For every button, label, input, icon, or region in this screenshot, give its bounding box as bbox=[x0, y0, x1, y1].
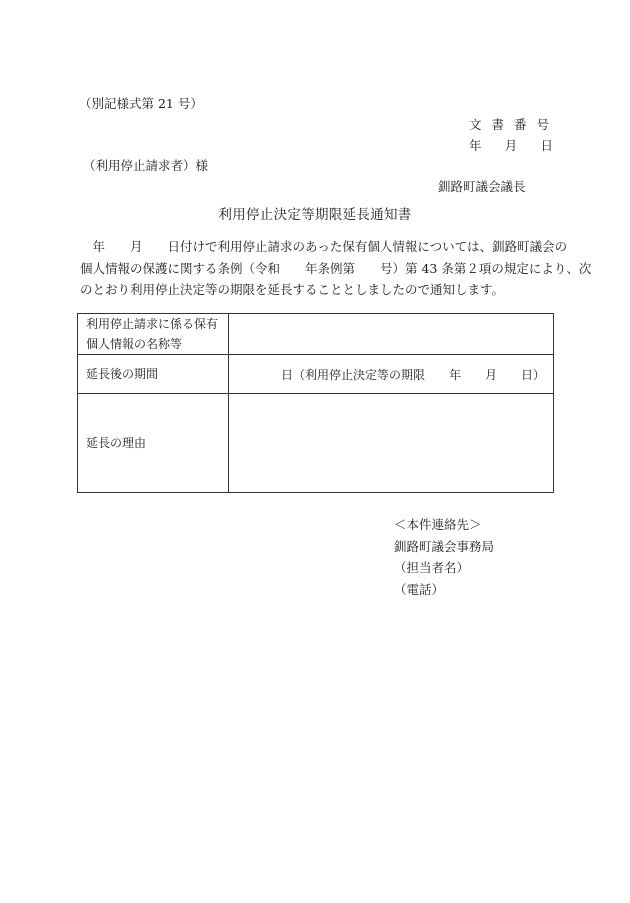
personal-info-name-label-line-2: 個人情報の名称等 bbox=[86, 337, 183, 351]
form-reference: （別記様式第 21 号） bbox=[79, 96, 203, 111]
extension-reason-value bbox=[229, 394, 554, 493]
personal-info-name-label bbox=[78, 314, 229, 355]
personal-info-name-label-line-1: 利用停止請求に係る保有 bbox=[86, 317, 219, 331]
body-line-2: 個人情報の保護に関する条例（令和 年条例第 号）第 43 条第２項の規定により、次 bbox=[80, 260, 592, 276]
extended-period-label: 延長後の期間 bbox=[78, 355, 229, 394]
notice-body bbox=[80, 236, 592, 301]
contact-person: （担当者名） bbox=[394, 560, 470, 575]
date-year-label: 年 bbox=[469, 138, 482, 153]
contact-phone: （電話） bbox=[394, 581, 445, 597]
table-row bbox=[78, 314, 554, 355]
date-day-label: 日 bbox=[540, 138, 553, 153]
table-row bbox=[78, 355, 554, 394]
contact-block bbox=[394, 514, 494, 600]
table-row bbox=[78, 394, 554, 493]
extension-reason-label: 延長の理由 bbox=[78, 394, 229, 493]
document-title: 利用停止決定等期限延長通知書 bbox=[218, 207, 412, 223]
extended-period-value: 日（利用停止決定等の期限 年 月 日） bbox=[229, 355, 554, 394]
issue-date-line bbox=[469, 140, 553, 153]
extension-info-table bbox=[77, 313, 554, 493]
document-number-label: 文書番号 bbox=[469, 117, 560, 132]
sender-name: 釧路町議会議長 bbox=[438, 179, 526, 194]
contact-office: 釧路町議会事務局 bbox=[394, 538, 495, 554]
contact-heading: ＜本件連絡先＞ bbox=[394, 517, 482, 532]
body-line-3: のとおり利用停止決定等の期限を延長することとしましたので通知します。 bbox=[80, 282, 505, 297]
date-month-label: 月 bbox=[504, 138, 518, 153]
body-line-1: 年 月 日付けで利用停止請求のあった保有個人情報については、釧路町議会の bbox=[80, 239, 568, 254]
addressee: （利用停止請求者）様 bbox=[83, 158, 209, 173]
personal-info-name-value bbox=[229, 314, 554, 355]
